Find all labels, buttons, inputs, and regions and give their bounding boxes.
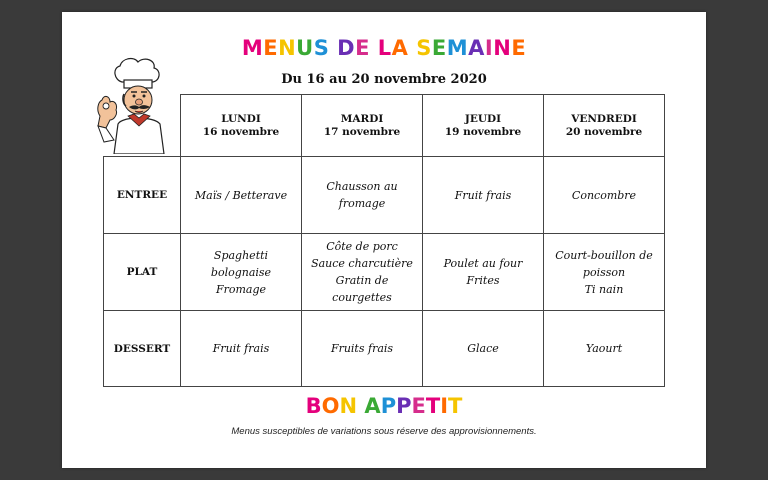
dish-line: poisson <box>582 265 626 279</box>
table-header-row <box>104 95 665 157</box>
day-name: VENDREDI <box>571 112 637 125</box>
dish-line: Concombre <box>571 188 637 202</box>
dish-cell <box>423 157 544 234</box>
dish-line: Fruit frais <box>454 188 512 202</box>
day-date: 19 novembre <box>444 125 522 138</box>
dish-cell <box>302 311 423 387</box>
day-date: 16 novembre <box>202 125 280 138</box>
date-range: Du 16 au 20 novembre 2020 <box>281 72 487 87</box>
dish-line: Chausson au fromage <box>326 180 398 210</box>
column-header-mardi <box>302 95 423 157</box>
dish-line: Yaourt <box>585 342 623 355</box>
dish-line: Ti nain <box>584 282 624 296</box>
page-title-text: MENUS DE LA SEMAINE <box>241 36 527 60</box>
dish-line: Glace <box>467 342 499 355</box>
column-header-lundi <box>181 95 302 157</box>
footnote: Menus susceptibles de variations sous réserve des approvisionnements. <box>231 426 537 437</box>
table-row-entree <box>104 157 665 234</box>
dish-cell <box>302 234 423 311</box>
dish-cell <box>181 234 302 311</box>
menu-sheet <box>62 12 706 468</box>
column-header-vendredi <box>544 95 665 157</box>
dish-line: Fromage <box>215 282 267 296</box>
dish-cell <box>302 157 423 234</box>
dish-line: Spaghetti bolognaise <box>210 248 272 279</box>
day-date: 17 novembre <box>323 125 401 138</box>
dish-cell <box>544 234 665 311</box>
closing-text: BON APPETIT <box>305 394 463 418</box>
menu-table <box>103 94 665 387</box>
row-header: PLAT <box>104 234 181 311</box>
table-row-dessert <box>104 311 665 387</box>
day-date: 20 novembre <box>565 125 643 138</box>
dish-cell <box>544 311 665 387</box>
dish-line: Fruit frais <box>212 342 270 355</box>
dish-line: Côte de porc <box>326 240 398 253</box>
dish-line: Gratin de courgettes <box>332 274 392 304</box>
dish-line: Frites <box>466 274 500 287</box>
dish-cell <box>423 311 544 387</box>
row-header: ENTREE <box>104 157 181 234</box>
dish-line: Sauce charcutière <box>311 257 413 270</box>
dish-cell <box>544 157 665 234</box>
day-name: LUNDI <box>221 112 261 125</box>
table-row-plat <box>104 234 665 311</box>
dish-cell <box>181 311 302 387</box>
column-header-jeudi <box>423 95 544 157</box>
dish-cell <box>423 234 544 311</box>
dish-line: Poulet au four <box>443 257 523 270</box>
dish-line: Fruits frais <box>330 342 394 355</box>
table-corner <box>104 95 181 157</box>
dish-line: Court-bouillon de <box>555 248 653 262</box>
closing-heading <box>62 394 706 418</box>
row-header: DESSERT <box>104 311 181 387</box>
day-name: JEUDI <box>464 112 502 125</box>
day-name: MARDI <box>340 112 384 125</box>
dish-line: Maïs / Betterave <box>194 188 288 202</box>
dish-cell <box>181 157 302 234</box>
